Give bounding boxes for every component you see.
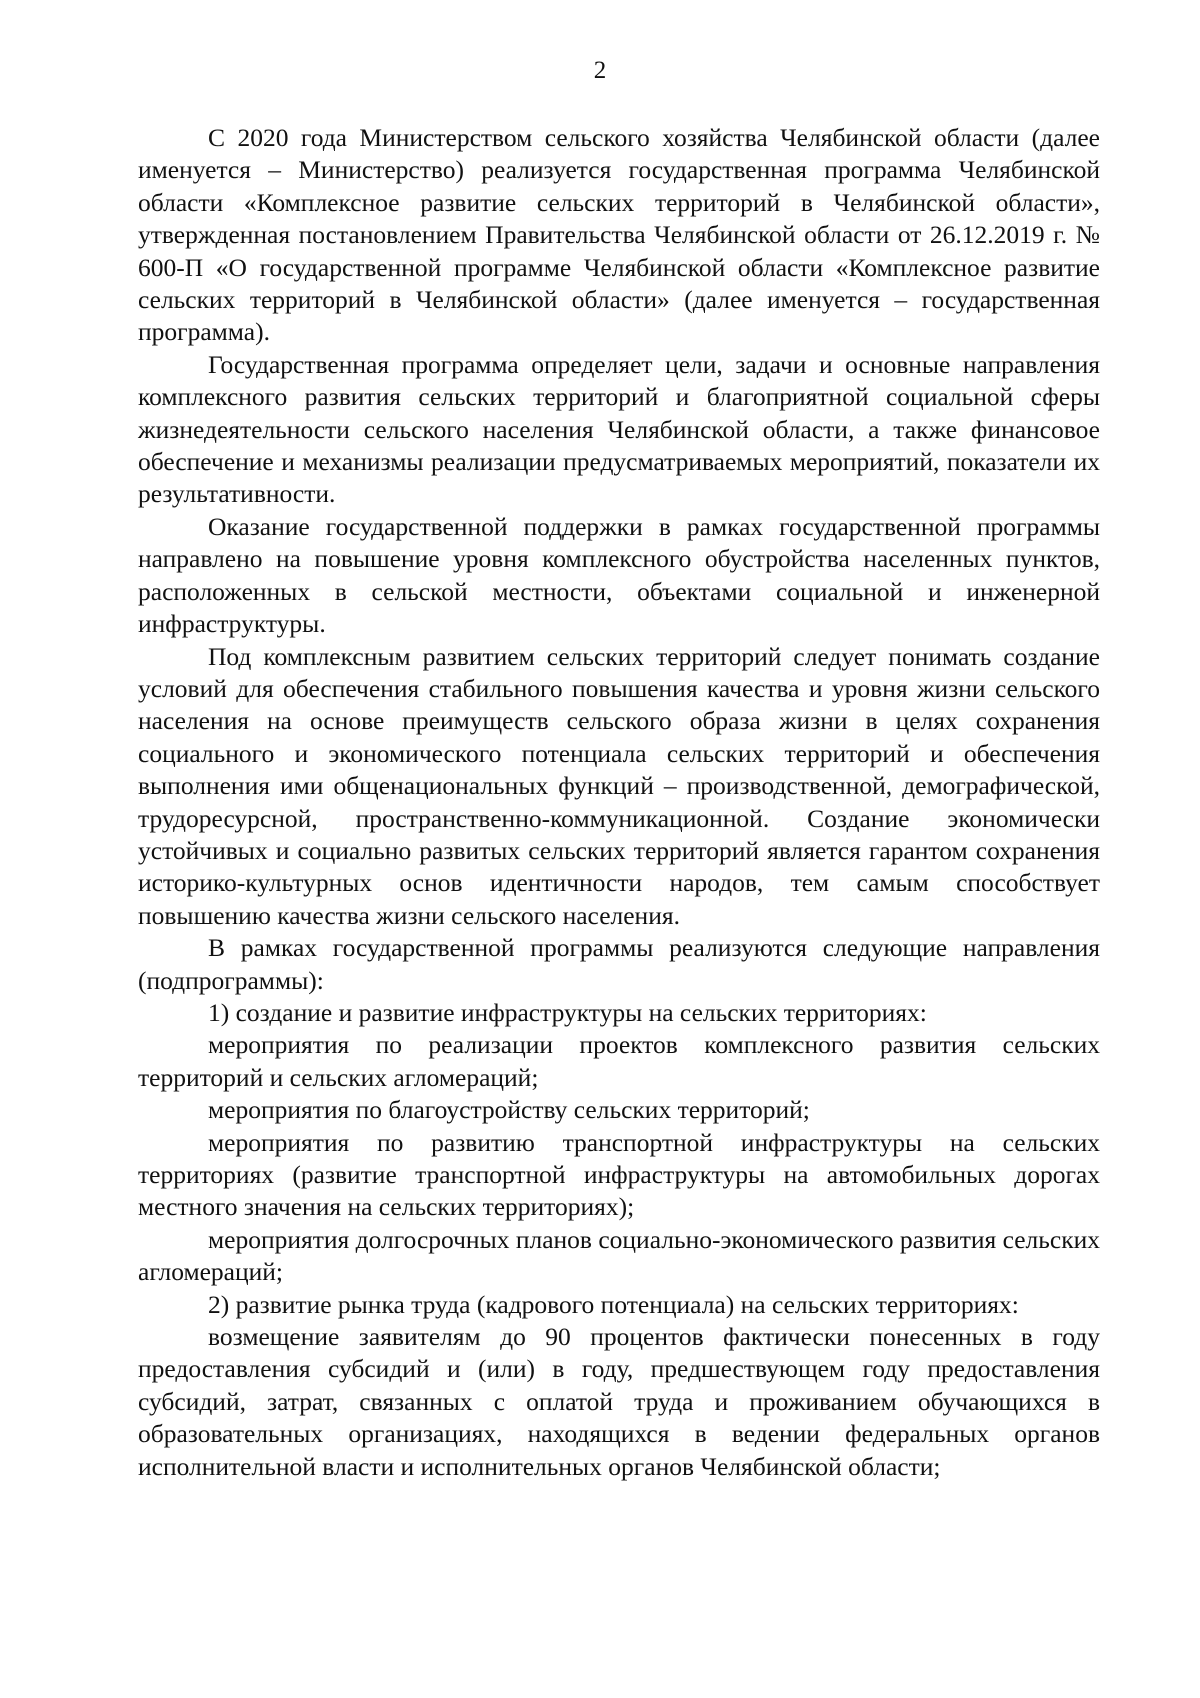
list-item-landscaping: мероприятия по благоустройству сельских территорий; xyxy=(208,1095,810,1125)
document-body xyxy=(138,122,1100,1483)
list-item-infrastructure: 1) создание и развитие инфраструктуры на сельских территориях: xyxy=(208,997,927,1027)
paragraph-program-intro: С 2020 года Министерством сельского хозяйства Челябинской области (далее именуется – Министерство) реализуется государственная программа Челябинской области «Комплексное развитие сельских территорий в Челябинской области», утвержденная постановлением Правительства Челябинской области от 26.12.2019 г. № 600-П «О государственной программе Челябинской области «Комплексное развитие сельских территорий в Челябинской области» (далее именуется – государственная программа). xyxy=(138,123,1100,347)
list-item-labor-market: 2) развитие рынка труда (кадрового потенциала) на сельских территориях: xyxy=(208,1289,1019,1319)
list-item-cost-reimbursement: возмещение заявителям до 90 процентов фактически понесенных в году предоставления субсидий и (или) в году, предшествующем году предоставления субсидий, затрат, связанных с оплатой труда и проживанием обучающихся в образовательных организациях, находящихся в ведении федеральных органов исполнительной власти и исполнительных органов Челябинской области; xyxy=(138,1322,1100,1481)
list-item-complex-development-projects: мероприятия по реализации проектов комплексного развития сельских территорий и сельских агломераций; xyxy=(138,1030,1100,1092)
paragraph-subprograms-intro: В рамках государственной программы реализуются следующие направления (подпрограммы): xyxy=(138,933,1100,995)
paragraph-state-support: Оказание государственной поддержки в рамках государственной программы направлено на повышение уровня комплексного обустройства населенных пунктов, расположенных в сельской местности, объектами социальной и инженерной инфраструктуры. xyxy=(138,511,1100,639)
paragraph-program-goals: Государственная программа определяет цели, задачи и основные направления комплексного развития сельских территорий и благоприятной социальной сферы жизнедеятельности сельского населения Челябинской области, а также финансовое обеспечение и механизмы реализации предусматриваемых мероприятий, показатели их результативности. xyxy=(138,349,1100,509)
list-item-transport-infrastructure: мероприятия по развитию транспортной инфраструктуры на сельских территориях (развитие транспортной инфраструктуры на автомобильных дорогах местного значения на сельских территориях); xyxy=(138,1127,1100,1222)
paragraph-development-definition: Под комплексным развитием сельских территорий следует понимать создание условий для обеспечения стабильного повышения качества и уровня жизни сельского населения на основе преимуществ сельского образа жизни в целях сохранения социального и экономического потенциала сельских территорий и обеспечения выполнения ими общенациональных функций – производственной, демографической, трудоресурсной, пространственно-коммуникационной. Создание экономически устойчивых и социально развитых сельских территорий является гарантом сохранения историко-культурных основ идентичности народов, тем самым способствует повышению качества жизни сельского населения. xyxy=(138,641,1100,930)
list-item-agglomeration-plans: мероприятия долгосрочных планов социально-экономического развития сельских агломераций; xyxy=(138,1224,1100,1287)
page-number: 2 xyxy=(593,57,607,84)
